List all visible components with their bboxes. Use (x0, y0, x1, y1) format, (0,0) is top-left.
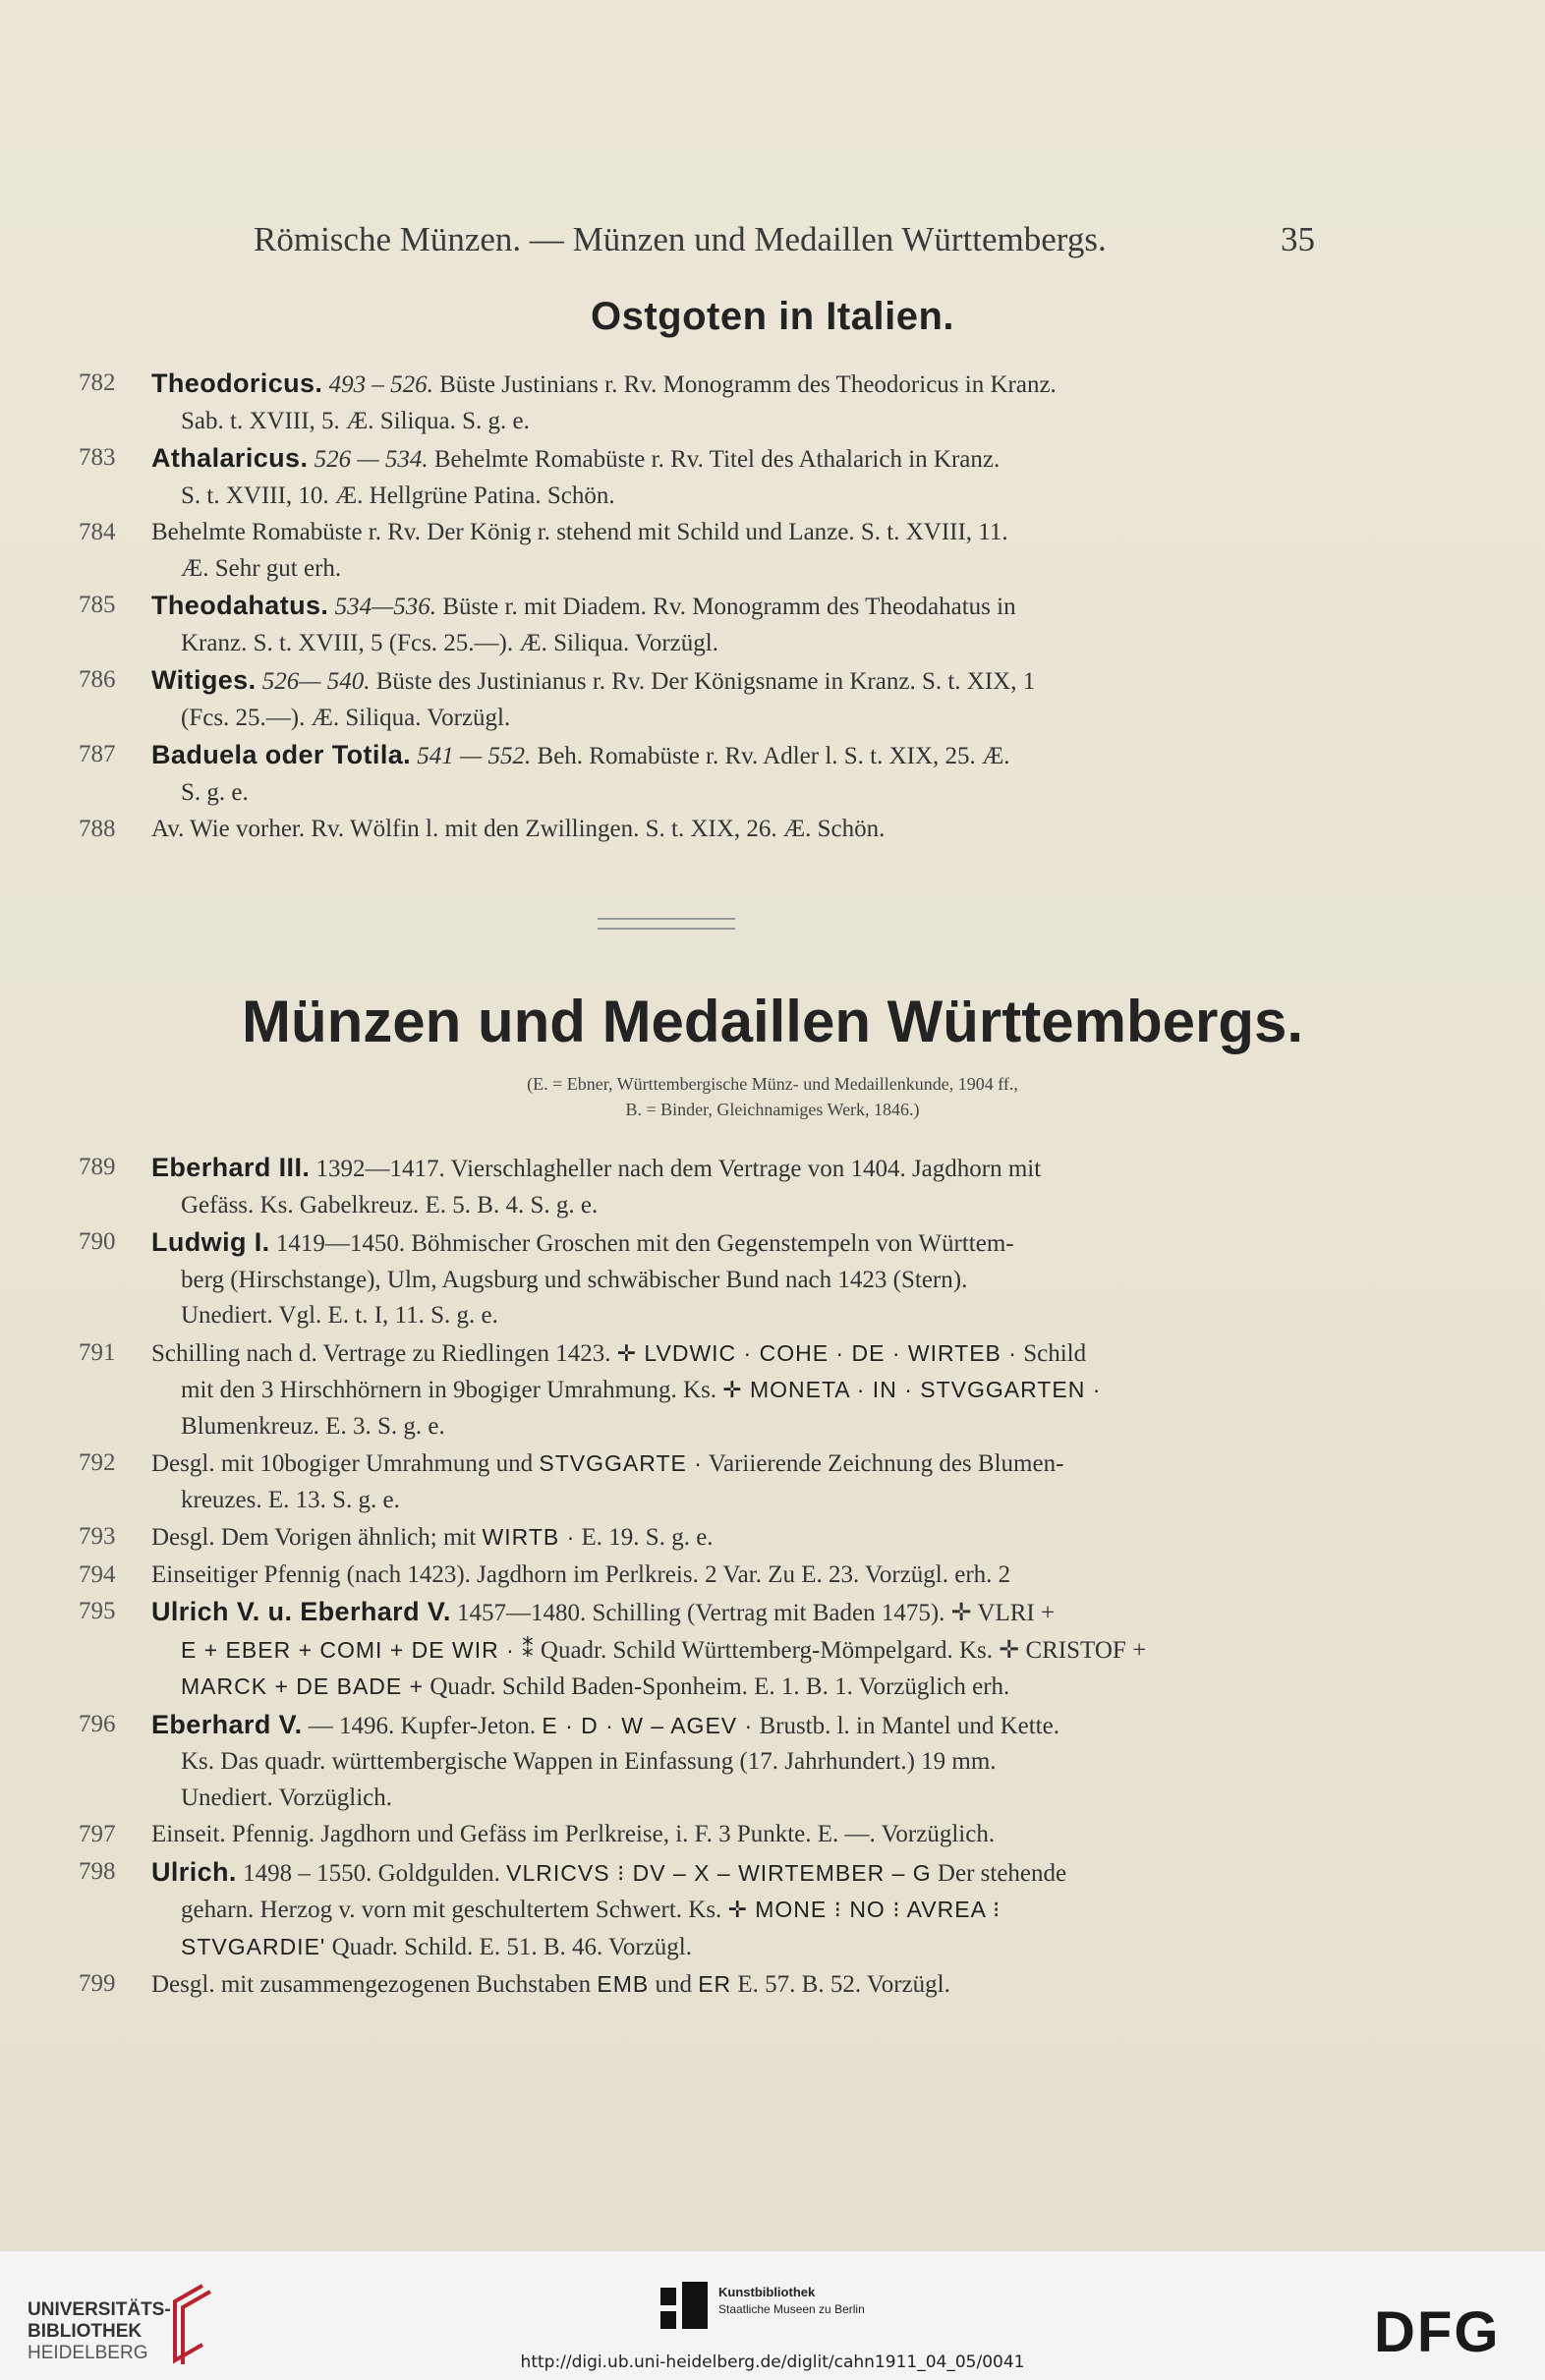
entry-text-cont: Blumenkreuz. E. 3. S. g. e. (181, 1412, 445, 1440)
source-url-link[interactable]: http://digi.ub.uni-heidelberg.de/diglit/cahn1911_04_05/0041 (520, 2352, 1025, 2372)
entry-text: Büste Justinians r. Rv. Monogramm des Theodoricus in Kranz. (439, 371, 1057, 398)
coin-legend: E + EBER + COMI + DE WIR · ⁑ (181, 1636, 535, 1663)
coin-legend: WIRTB · (482, 1524, 576, 1550)
entry-number: 795 (79, 1598, 116, 1624)
section-divider (598, 918, 735, 930)
entry-text: Desgl. mit 10bogiger Umrahmung und (151, 1450, 534, 1477)
entry-text: Büste r. mit Diadem. Rv. Monogramm des Theodahatus in (442, 594, 1016, 620)
catalog-entry (79, 1445, 1317, 1518)
entry-number: 783 (79, 444, 116, 471)
entry-text-cont: Gefäss. Ks. Gabelkreuz. E. 5. B. 4. S. g. e. (181, 1191, 599, 1218)
catalog-entry (79, 1150, 1317, 1223)
entry-number: 782 (79, 369, 116, 396)
entry-text: Behelmte Romabüste r. Rv. Titel des Athalarich in Kranz. (433, 446, 1001, 473)
catalog-entry (79, 588, 1317, 661)
entry-text: Einseit. Pfennig. Jagdhorn und Gefäss im Perlkreise, i. F. 3 Punkte. E. —. Vorzüglich. (151, 1821, 996, 1847)
ruler-name: Athalaricus. (151, 443, 309, 473)
ruler-name: Eberhard III. (151, 1153, 311, 1182)
entry-text: E. 57. B. 52. Vorzügl. (737, 1971, 950, 1998)
abbreviation-note (0, 1071, 1545, 1122)
catalog-entry (79, 1335, 1317, 1445)
entry-text: Variierende Zeichnung des Blumen- (708, 1450, 1064, 1477)
coin-legend: STVGGARTE · (539, 1450, 703, 1476)
ruler-name: Ludwig I. (151, 1227, 270, 1257)
entry-text: Quadr. Schild Württemberg-Mömpelgard. Ks. ✛ CRISTOF + (540, 1636, 1147, 1664)
entry-list-ostgoten (79, 366, 1317, 848)
entry-number: 797 (79, 1821, 116, 1847)
catalog-entry (79, 812, 1317, 848)
entry-text-cont (151, 1892, 1317, 1929)
entry-text: geharn. Herzog v. vorn mit geschultertem Schwert. Ks. (181, 1897, 722, 1923)
reign-dates: 526— 540. (261, 668, 371, 695)
coin-legend: MARCK + DE BADE + (181, 1673, 425, 1699)
reign-dates: 541 — 552. (417, 743, 532, 769)
reign-dates: 526 — 534. (314, 446, 429, 473)
entry-text: 1419—1450. Böhmischer Groschen mit den Gegenstempeln von Württem- (275, 1230, 1014, 1257)
entry-text: Quadr. Schild. E. 51. B. 46. Vorzügl. (331, 1933, 692, 1960)
ruler-name: Eberhard V. (151, 1709, 303, 1739)
catalog-entry (79, 1854, 1317, 1966)
kunstbibliothek-logo-icon[interactable] (660, 2282, 710, 2335)
catalog-entry (79, 662, 1317, 736)
entry-text: Büste des Justinianus r. Rv. Der Königsname in Kranz. S. t. XIX, 1 (375, 668, 1036, 695)
entry-number: 792 (79, 1449, 116, 1476)
catalog-entry (79, 440, 1317, 514)
entry-text-cont: Sab. t. XVIII, 5. Æ. Siliqua. S. g. e. (181, 407, 530, 434)
entry-text-cont: berg (Hirschstange), Ulm, Augsburg und schwäbischer Bund nach 1423 (Stern). (181, 1266, 968, 1293)
catalog-entry (79, 366, 1317, 439)
kb-line: Staatliche Museen zu Berlin (718, 2302, 865, 2316)
coin-legend: VLRICVS ⁝ DV – X – WIRTEMBER – G (506, 1859, 932, 1886)
entry-text-cont: Ks. Das quadr. württembergische Wappen in Einfassung (17. Jahrhundert.) 19 mm. (181, 1748, 997, 1775)
entry-text: Desgl. Dem Vorigen ähnlich; mit (151, 1524, 477, 1551)
coin-legend: EMB (597, 1971, 650, 1997)
entry-number: 793 (79, 1523, 116, 1550)
kb-line: Kunstbibliothek (718, 2285, 816, 2299)
entry-text: Av. Wie vorher. Rv. Wölfin l. mit den Zwillingen. S. t. XIX, 26. Æ. Schön. (151, 816, 886, 842)
entry-list-wuerttemberg (79, 1150, 1317, 2004)
entry-text: Brustb. l. in Mantel und Kette. (759, 1712, 1059, 1739)
entry-text-cont: kreuzes. E. 13. S. g. e. (181, 1486, 400, 1513)
entry-text-cont (151, 1929, 1317, 1966)
dfg-logo[interactable]: DFG (1374, 2300, 1501, 2364)
catalog-entry (79, 1817, 1317, 1853)
catalog-entry (79, 515, 1317, 587)
reign-dates: 534—536. (334, 594, 437, 620)
coin-legend: ✛ MONE ⁝ NO ⁝ AVREA ⁝ (727, 1897, 1001, 1922)
catalog-entry (79, 1224, 1317, 1334)
running-title: Römische Münzen. — Münzen und Medaillen Württembergs. (254, 220, 1107, 258)
section-title-ostgoten: Ostgoten in Italien. (590, 295, 955, 338)
entry-text-cont (151, 1372, 1317, 1409)
entry-text: Schilling nach d. Vertrage zu Riedlingen 1423. (151, 1339, 611, 1367)
ub-line: UNIVERSITÄTS- (28, 2299, 171, 2320)
entry-text: Quadr. Schild Baden-Sponheim. E. 1. B. 1. Vorzüglich erh. (429, 1673, 1010, 1700)
catalog-entry (79, 737, 1317, 811)
entry-number: 787 (79, 741, 116, 767)
entry-number: 785 (79, 592, 116, 618)
entry-text-cont: Æ. Sehr gut erh. (181, 554, 342, 582)
ruler-name: Witiges. (151, 665, 257, 695)
ub-line: HEIDELBERG (28, 2343, 148, 2363)
entry-number: 790 (79, 1228, 116, 1255)
entry-text: Einseitiger Pfennig (nach 1423). Jagdhorn im Perlkreis. 2 Var. Zu E. 23. Vorzügl. erh. 2 (151, 1560, 1011, 1588)
catalog-entry (79, 1707, 1317, 1817)
entry-number: 788 (79, 816, 116, 842)
ub-line: BIBLIOTHEK (28, 2321, 143, 2342)
catalog-entry (79, 1594, 1317, 1706)
catalog-entry (79, 1519, 1317, 1557)
catalog-entry (79, 1966, 1317, 2004)
entry-text: Behelmte Romabüste r. Rv. Der König r. stehend mit Schild und Lanze. S. t. XVIII, 11. (151, 519, 1008, 545)
entry-text: Schild (1023, 1339, 1087, 1367)
entry-text: E. 19. S. g. e. (581, 1524, 714, 1551)
running-head (254, 220, 1315, 259)
entry-number: 784 (79, 519, 116, 545)
entry-text: Der stehende (937, 1859, 1067, 1887)
entry-number: 791 (79, 1338, 116, 1366)
coin-legend: E · D · W – AGEV · (542, 1712, 754, 1738)
entry-text-cont: Unediert. Vorzüglich. (181, 1784, 393, 1811)
entry-number: 786 (79, 666, 116, 693)
page-number: 35 (1281, 220, 1315, 258)
entry-text-cont: S. g. e. (181, 778, 249, 806)
catalog-entry (79, 1558, 1317, 1594)
entry-text: — 1496. Kupfer-Jeton. (308, 1712, 537, 1739)
entry-text-cont: Kranz. S. t. XVIII, 5 (Fcs. 25.—). Æ. Siliqua. Vorzügl. (181, 629, 718, 656)
entry-text-cont: S. t. XVIII, 10. Æ. Hellgrüne Patina. Schön. (181, 482, 615, 509)
entry-number: 798 (79, 1857, 116, 1885)
entry-number: 796 (79, 1710, 116, 1737)
ruler-name: Baduela oder Totila. (151, 740, 412, 769)
entry-text: Desgl. mit zusammengezogenen Buchstaben (151, 1971, 592, 1998)
entry-text: und (655, 1971, 692, 1998)
coin-legend: ✛ LVDWIC · COHE · DE · WIRTEB · (616, 1339, 1017, 1366)
entry-text: 1457—1480. Schilling (Vertrag mit Baden 1475). ✛ VLRI + (456, 1600, 1056, 1626)
abbreviation-note-line: (E. = Ebner, Württembergische Münz- und Medaillenkunde, 1904 ff., (527, 1074, 1018, 1094)
kunstbibliothek-text[interactable] (718, 2284, 865, 2318)
ruler-name: Theodahatus. (151, 591, 329, 620)
reign-dates: 493 – 526. (328, 371, 433, 398)
entry-number: 799 (79, 1970, 116, 1997)
entry-text: 1498 – 1550. Goldgulden. (243, 1859, 500, 1887)
coin-legend: ER (698, 1971, 732, 1997)
entry-text: mit den 3 Hirschhörnern in 9bogiger Umrahmung. Ks. (181, 1377, 717, 1403)
section-title-wuerttemberg: Münzen und Medaillen Württembergs. (241, 989, 1304, 1054)
ruler-name: Theodoricus. (151, 368, 323, 398)
entry-text-cont (151, 1669, 1317, 1706)
entry-number: 794 (79, 1560, 116, 1588)
entry-text: Beh. Romabüste r. Rv. Adler l. S. t. XIX, 25. Æ. (537, 743, 1010, 769)
entry-text-cont: Unediert. Vgl. E. t. I, 11. S. g. e. (181, 1302, 498, 1329)
entry-text-cont (151, 1632, 1317, 1670)
coin-legend: ✛ MONETA · IN · STVGGARTEN · (722, 1377, 1102, 1402)
ruler-name: Ulrich V. u. Eberhard V. (151, 1597, 451, 1626)
entry-number: 789 (79, 1154, 116, 1180)
abbreviation-note-line: B. = Binder, Gleichnamiges Werk, 1846.) (625, 1100, 920, 1119)
entry-text-cont: (Fcs. 25.—). Æ. Siliqua. Vorzügl. (181, 704, 511, 731)
ruler-name: Ulrich. (151, 1856, 237, 1887)
coin-legend: STVGARDIE' (181, 1933, 326, 1959)
entry-text: 1392—1417. Vierschlagheller nach dem Vertrage von 1404. Jagdhorn mit (315, 1156, 1042, 1182)
